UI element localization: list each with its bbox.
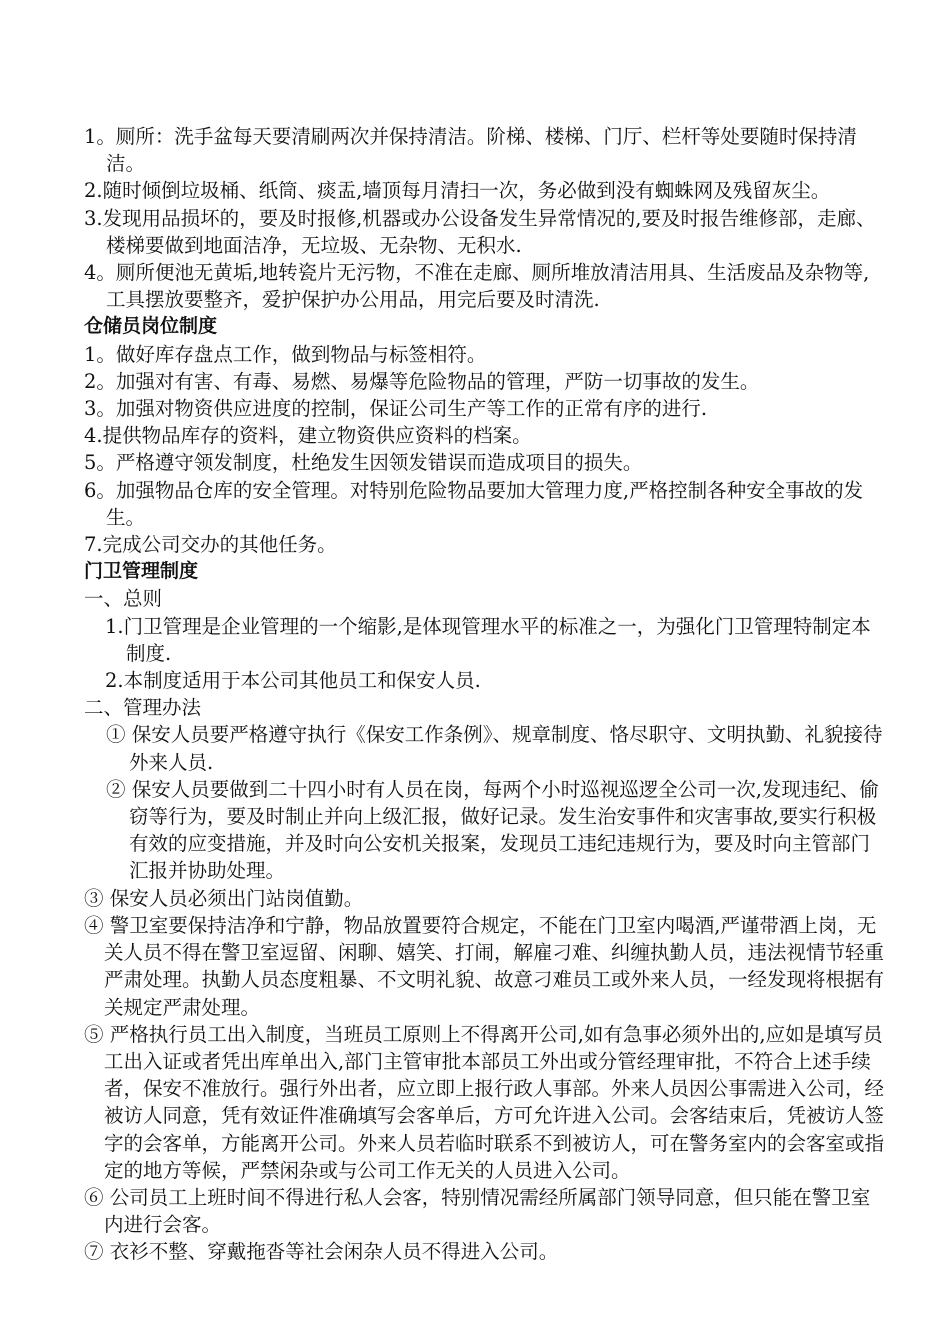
warehouse-item-7: 7.完成公司交办的其他任务。 [84,533,337,557]
guard-method-item-2: ② 保安人员要做到二十四小时有人员在岗，每两个小时巡视巡逻全公司一次,发现违纪、偷窃等行为，要及时制止并向上级汇报，做好记录。发生治安事件和灾害事故,要实行积极有效的应变措施，并及时向公安机关报案，发现员工违纪违规行为，要及时向主管部门汇报并协助处理。 [106,777,879,883]
warehouse-item-3: 3。加强对物资供应进度的控制，保证公司生产等工作的正常有序的进行. [84,397,708,421]
cleaning-item-4: 4。厕所便池无黄垢,地转瓷片无污物，不准在走廊、厕所堆放清洁用具、生活废品及杂物等,工具摆放要整齐，爱护保护办公用品，用完后要及时清洗. [84,261,870,312]
warehouse-item-1: 1。做好库存盘点工作，做到物品与标签相符。 [84,342,487,366]
warehouse-item-4: 4.提供物品库存的资料，建立物资供应资料的档案。 [84,424,532,448]
guard-section [84,558,884,1265]
guard-general-item-2: 2.本制度适用于本公司其他员工和保安人员. [105,669,481,693]
guard-method-item-6: ⑥ 公司员工上班时间不得进行私人会客，特别情况需经所属部门领导同意，但只能在警卫室内进行会客。 [84,1185,871,1237]
guard-method-item-3: ③ 保安人员必须出门站岗值勤。 [84,886,364,910]
guard-method-item-7: ⑦ 衣衫不整、穿戴拖沓等社会闲杂人员不得进入公司。 [84,1240,559,1264]
cleaning-section [84,123,884,313]
guard-methods-heading: 二、管理办法 [84,696,202,720]
cleaning-item-1: 1。厕所：洗手盆每天要清刷两次并保持清洁。阶梯、楼梯、门厅、栏杆等处要随时保持清洁。 [84,125,857,176]
cleaning-item-3: 3.发现用品损坏的，要及时报修,机器或办公设备发生异常情况的,要及时报告维修部，走廊、楼梯要做到地面洁净，无垃圾、无杂物、无积水. [84,206,876,257]
warehouse-item-6: 6。加强物品仓库的安全管理。对特别危险物品要加大管理力度,严格控制各种安全事故的发生。 [84,478,864,529]
guard-general-heading: 一、总则 [84,587,163,611]
warehouse-item-5: 5。严格遵守领发制度，杜绝发生因领发错误而造成项目的损失。 [84,451,643,475]
guard-method-item-5: ⑤ 严格执行员工出入制度，当班员工原则上不得离开公司,如有急事必须外出的,应如是填写员工出入证或者凭出库单出入,部门主管审批本部员工外出或分管经理审批，不符合上述手续者，保安不准放行。强行外出者，应立即上报行政人事部。外来人员因公事需进入公司，经被访人同意，凭有效证件准确填写会客单后，方可允许进入公司。会客结束后，凭被访人签字的会客单，方能离开公司。外来人员若临时联系不到被访人，可在警务室内的会客室或指定的地方等候，严禁闲杂或与公司工作无关的人员进入公司。 [84,1022,885,1182]
guard-method-item-4: ④ 警卫室要保持洁净和宁静，物品放置要符合规定，不能在门卫室内喝酒,严谨带酒上岗，无关人员不得在警卫室逗留、闲聊、嬉笑、打闹，解雇刁难、纠缠执勤人员，违法视情节轻重严肃处理。执勤人员态度粗暴、不文明礼貌、故意刁难员工或外来人员，一经发现将根据有关规定严肃处理。 [84,913,885,1019]
warehouse-section [84,313,884,558]
guard-method-item-1: ① 保安人员要严格遵守执行《保安工作条例》、规章制度、恪尽职守、文明执勤、礼貌接待外来人员. [106,723,883,774]
guard-general-item-1: 1.门卫管理是企业管理的一个缩影,是体现管理水平的标准之一，为强化门卫管理特制定本制度. [105,614,871,665]
document-page [84,123,884,1266]
cleaning-item-2: 2.随时倾倒垃圾桶、纸筒、痰盂,墙顶每月清扫一次，务必做到没有蜘蛛网及残留灰尘。 [84,179,831,203]
guard-title: 门卫管理制度 [84,560,199,583]
warehouse-title: 仓储员岗位制度 [84,315,218,338]
warehouse-item-2: 2。加强对有害、有毒、易燃、易爆等危险物品的管理，严防一切事故的发生。 [84,369,760,393]
